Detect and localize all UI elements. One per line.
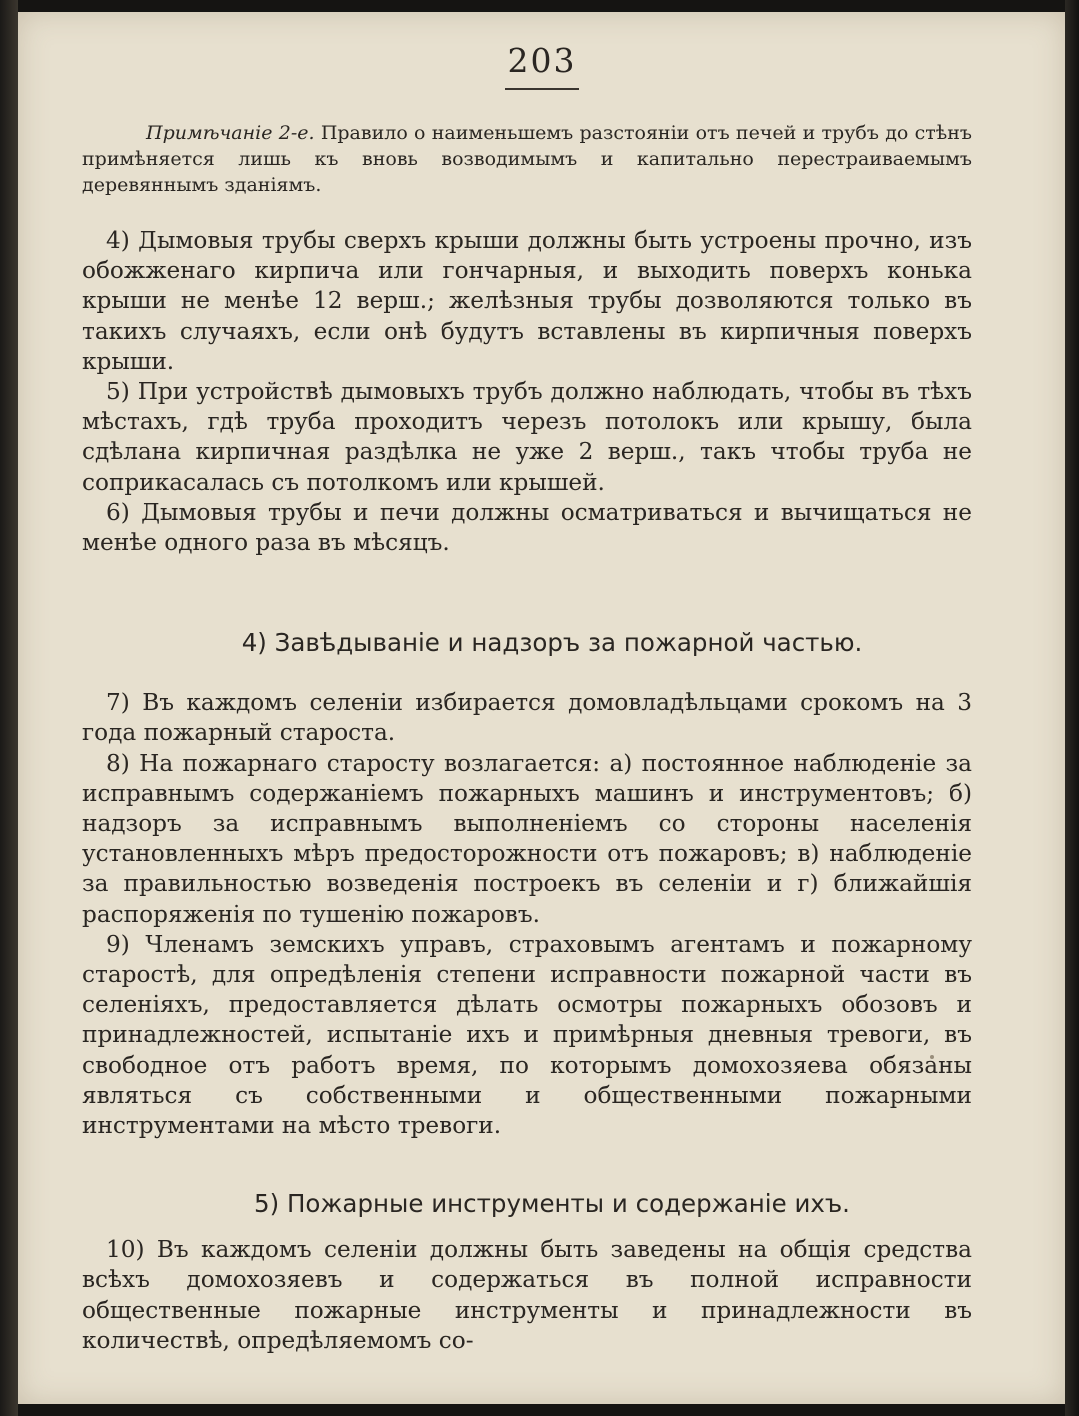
paragraph-6: 6) Дымовыя трубы и печи должны осматриваться и вычищаться не менѣе одного раза въ мѣсяцъ. xyxy=(82,498,972,557)
page-number-rule xyxy=(505,88,579,90)
paragraph-10: 10) Въ каждомъ селеніи должны быть заведены на общія средства всѣхъ домохозяевъ и содержаться въ полной исправности общественные пожарные инструменты и принадлежности въ количествѣ, опредѣляемомъ со- xyxy=(82,1236,972,1354)
note-paragraph xyxy=(82,120,972,198)
paragraph-9: 9) Членамъ земскихъ управъ, страховымъ агентамъ и пожарному старостѣ, для опредѣленія степени исправности пожарной части въ селеніяхъ, предоставляется дѣлать осмотры пожарныхъ обозовъ и принадлежностей, испытаніе ихъ и примѣрныя дневныя тревоги, въ свободное отъ работъ время, по которымъ домохозяева обязаны являться съ собственными и общественными пожарными инструментами на мѣсто тревоги. xyxy=(82,930,972,1140)
note-label: Примѣчаніе 2-е. xyxy=(146,122,315,144)
paragraph-8: 8) На пожарнаго старосту возлагается: а) постоянное наблюденіе за исправнымъ содержаніемъ пожарныхъ машинъ и инструментовъ; б) надзоръ за исправнымъ выполненіемъ со стороны населенія установленныхъ мѣръ предосторожности отъ пожаровъ; в) наблюденіе за правильностью возведенія построекъ въ селеніи и г) ближайшія распоряженія по тушенію пожаровъ. xyxy=(82,749,972,928)
paragraph-4: 4) Дымовыя трубы сверхъ крыши должны быть устроены прочно, изъ обожженаго кирпича или гончарныя, и выходить поверхъ конька крыши не менѣе 12 верш.; желѣзныя трубы дозволяются только въ такихъ случаяхъ, если онѣ будутъ вставлены въ кирпичныя поверхъ крыши. xyxy=(82,227,972,375)
page-edge-shadow xyxy=(1065,0,1079,1416)
binding-edge xyxy=(0,0,18,1416)
page-number: 203 xyxy=(507,41,577,80)
paragraph-7: 7) Въ каждомъ селеніи избирается домовладѣльцами срокомъ на 3 года пожарный староста. xyxy=(82,689,972,747)
page-content xyxy=(82,42,972,1356)
section-5-heading: 5) Пожарные инструменты и содержаніе ихъ. xyxy=(254,1189,850,1219)
note-text: Правило о наименьшемъ разстояніи отъ печей и трубъ до стѣнъ примѣняется лишь къ вновь возводимымъ и капитально перестраиваемымъ деревяннымъ зданіямъ. xyxy=(82,122,972,196)
paragraph-5: 5) При устройствѣ дымовыхъ трубъ должно наблюдать, чтобы въ тѣхъ мѣстахъ, гдѣ труба проходитъ черезъ потолокъ или крышу, была сдѣлана кирпичная раздѣлка не уже 2 верш., такъ чтобы труба не соприкасалась съ потолкомъ или крышей. xyxy=(82,378,972,496)
section-4-heading: 4) Завѣдываніе и надзоръ за пожарной частью. xyxy=(241,628,863,658)
